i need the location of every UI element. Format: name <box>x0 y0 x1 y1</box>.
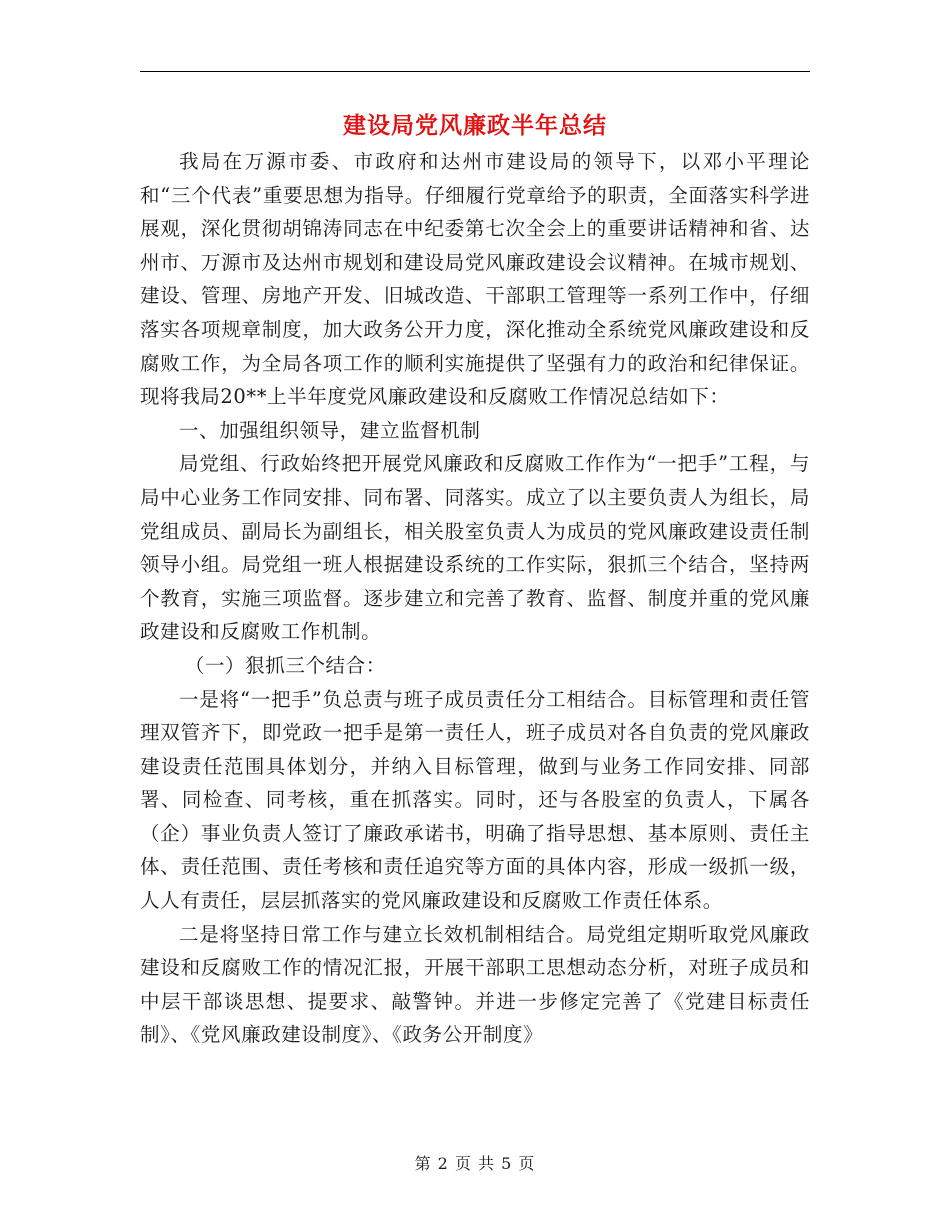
page-indicator: 第 2 页 共 5 页 <box>414 1154 536 1173</box>
document-title: 建设局党风廉政半年总结 <box>343 112 607 139</box>
header-rule <box>140 71 810 72</box>
paragraph-point-2: 二是将坚持日常工作与建立长效机制相结合。局党组定期听取党风廉政建设和反腐败工作的情况汇报，开展干部职工思想动态分析，对班子成员和中层干部谈思想、提要求、敲警钟。并进一步修定完善了《党建目标责任制》、《党风廉政建设制度》、《政务公开制度》 <box>140 922 810 1047</box>
paragraph-intro: 我局在万源市委、市政府和达州市建设局的领导下，以邓小平理论和“三个代表”重要思想为指导。仔细履行党章给予的职责，全面落实科学进展观，深化贯彻胡锦涛同志在中纪委第七次全会上的重要讲话精神和省、达州市、万源市及达州市规划和建设局党风廉政建设会议精神。在城市规划、建设、管理、房地产开发、旧城改造、干部职工管理等一系列工作中，仔细落实各项规章制度，加大政务公开力度，深化推动全系统党风廉政建设和反腐败工作，为全局各项工作的顺利实施提供了坚强有力的政治和纪律保证。现将我局20**上半年度党风廉政建设和反腐败工作情况总结如下： <box>140 150 810 409</box>
paragraph-point-1: 一是将“一把手”负总责与班子成员责任分工相结合。目标管理和责任管理双管齐下，即党政一把手是第一责任人，班子成员对各自负责的党风廉政建设责任范围具体划分，并纳入目标管理，做到与业务工作同安排、同部署、同检查、同考核，重在抓落实。同时，还与各股室的负责人，下属各（企）事业负责人签订了廉政承诺书，明确了指导思想、基本原则、责任主体、责任范围、责任考核和责任追究等方面的具体内容，形成一级抓一级，人人有责任，层层抓落实的党风廉政建设和反腐败工作责任体系。 <box>140 687 810 913</box>
subsection-heading-1: （一）狠抓三个结合： <box>184 653 386 677</box>
section-heading-1: 一、加强组织领导，建立监督机制 <box>179 418 481 442</box>
document-body <box>140 145 810 1052</box>
paragraph-section-1: 局党组、行政始终把开展党风廉政和反腐败工作作为“一把手”工程，与局中心业务工作同安排、同布署、同落实。成立了以主要负责人为组长，局党组成员、副局长为副组长，相关股室负责人为成员的党风廉政建设责任制领导小组。局党组一班人根据建设系统的工作实际，狠抓三个结合，坚持两个教育，实施三项监督。逐步建立和完善了教育、监督、制度并重的党风廉政建设和反腐败工作机制。 <box>140 452 810 644</box>
